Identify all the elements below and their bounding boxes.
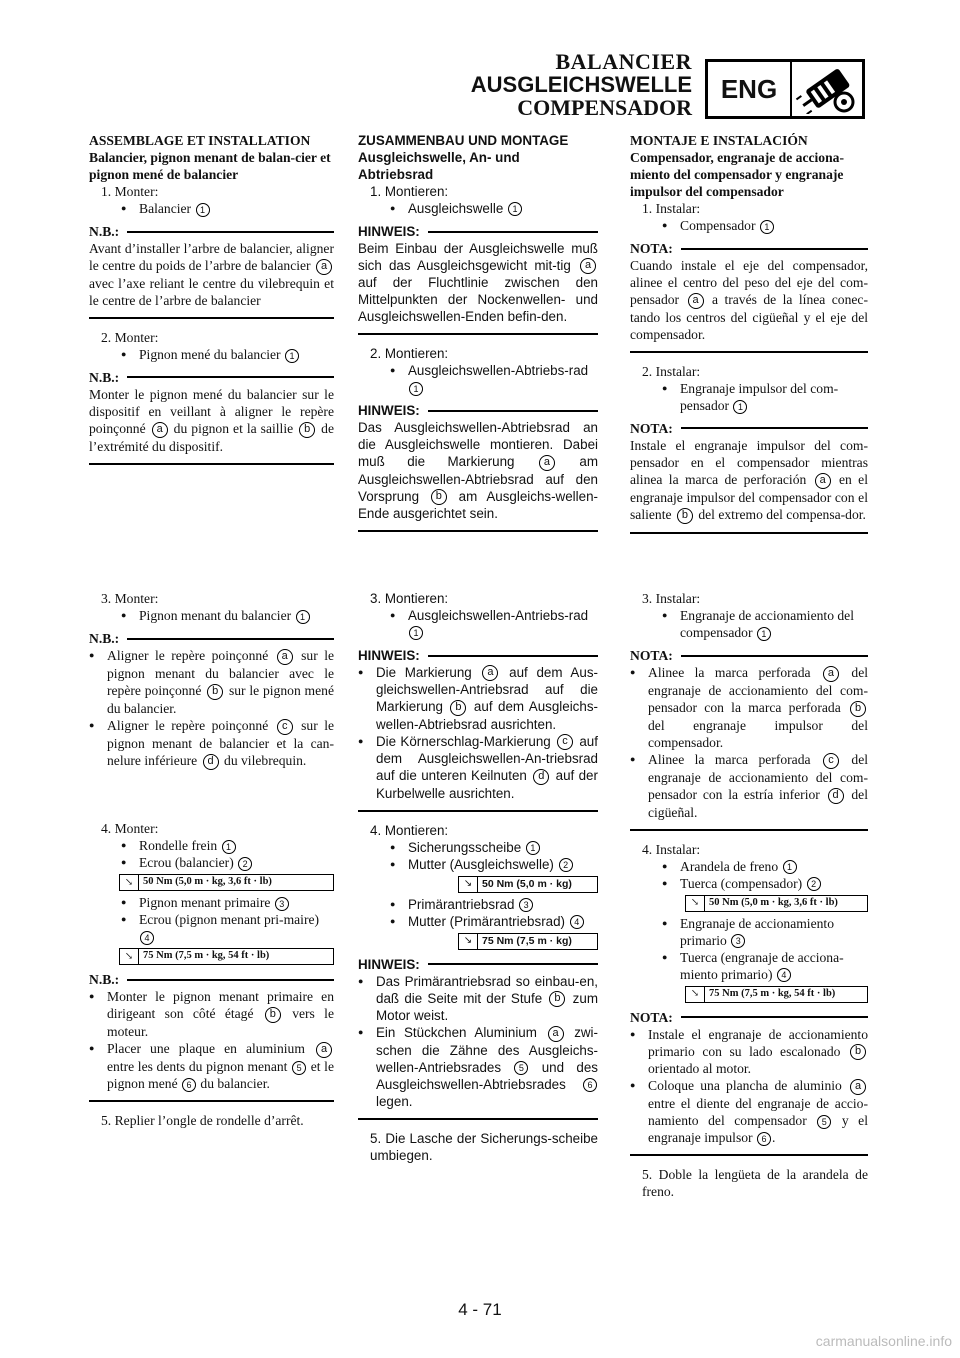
list-item: ● Primärantriebsrad 3 [390, 896, 598, 913]
list-item: ● Engranaje impulsor del com-pensador 1 [662, 380, 868, 414]
title-es: COMPENSADOR [517, 95, 692, 121]
step-3-de: 3. Montieren: [370, 591, 449, 606]
step-2-fr: 2. Monter: [101, 329, 159, 345]
step-5-fr: 5. Replier l’ongle de rondelle d’arrêt. [101, 1112, 304, 1128]
note-de-3a: ● Die Markierung a auf dem Aus-gleichswellen-Antriebsrad auf die Markierung b auf dem Ausgleichs-wellen-Abtriebsrad ausrichten. [358, 664, 598, 733]
wrench-icon: ↘ [686, 987, 705, 1002]
eng-section-badge [705, 59, 865, 119]
note-header: NOTA: [630, 240, 868, 257]
note-header: N.B.: [89, 971, 334, 988]
page-number: 4 - 71 [458, 1300, 502, 1319]
note-fr-3b: ● Aligner le repère poinçonné c sur le pignon menant de balancier et la can-nelure inférieure d du vilebrequin. [89, 717, 334, 770]
note-fr-4b: ● Placer une plaque en aluminium a entre les dents du pignon menant 5 et le pignon mené 6 du balancier. [89, 1040, 334, 1092]
note-es-1: Cuando instale el eje del compensador, alinee el centro del peso del eje del com-pensador a a través de la línea conec-tando los centros del cigüeñal y el eje del compensador. [630, 258, 868, 342]
note-header: HINWEIS: [358, 647, 598, 664]
list-item: ● Tuerca (engranaje de acciona-miento primario) 4 [662, 949, 868, 983]
section-titles [471, 50, 692, 119]
torque-spec: ↘ 75 Nm (7,5 m · kg, 54 ft · lb) [119, 948, 334, 965]
list-item: ● Engranaje de accionamiento del compensador 1 [662, 607, 868, 641]
step-1-de: 1. Montieren: [370, 184, 449, 199]
list-item: ● Ausgleichswellen-Antriebs-rad 1 [390, 607, 598, 641]
note-de-4a: ● Das Primärantriebsrad so einbau-en, daß die Seite mit der Stufe b zum Motor weist. [358, 973, 598, 1024]
column-fr-bottom [89, 590, 334, 770]
list-item: ● Rondelle frein 1 [121, 837, 334, 854]
note-fr-2: Monter le pignon mené du balancier sur le dispositif en veillant à aligner le repère poinçonné a du pignon et la saillie b de l’extrémité du dispositif. [89, 386, 335, 454]
title-fr: BALANCIER [555, 49, 692, 74]
note-header: N.B.: [89, 630, 334, 647]
note-de-4b: ● Ein Stückchen Aluminium a zwi-schen die Zähne des Ausgleichs-wellen-Antriebsrades 5 und des Ausgleichswellen-Abtriebsrades 6 legen. [358, 1024, 598, 1109]
subheading-fr: Balancier, pignon menant de balan-cier et pignon mené de balancier [89, 150, 331, 182]
note-es-3a: ● Alinee la marca perforada a del engranaje de accionamiento del com-pensador con la marca perforada b del engranaje impulsor del compensador. [630, 664, 868, 751]
note-header: N.B.: [89, 369, 334, 386]
note-de-3b: ● Die Körnerschlag-Markierung c auf dem Ausgleichswellen-An-triebsrad auf die unteren Keilnuten d auf der Kurbelwelle ausrichten. [358, 733, 598, 802]
step-4-fr: 4. Monter: [101, 821, 159, 836]
eng-label: ENG [708, 62, 792, 116]
wrench-icon: ↘ [686, 896, 705, 911]
title-de: AUSGLEICHSWELLE [470, 72, 692, 98]
step-3-es: 3. Instalar: [642, 591, 701, 606]
list-item: ● Ausgleichswelle 1 [390, 200, 598, 217]
list-item: ● Sicherungsscheibe 1 [390, 839, 598, 856]
step-3-fr: 3. Monter: [101, 591, 159, 606]
torque-spec: ↘ 50 Nm (5,0 m · kg) [458, 876, 598, 893]
torque-spec: ↘ 50 Nm (5,0 m · kg, 3,6 ft · lb) [119, 874, 334, 891]
list-item: ● Balancier 1 [121, 200, 334, 217]
heading-fr: ASSEMBLAGE ET INSTALLATION [89, 133, 311, 148]
list-item: ● Tuerca (compensador) 2 [662, 875, 868, 892]
note-fr-3a: ● Aligner le repère poinçonné a sur le pignon menant du balancier avec le repère poinçonné b sur le pignon mené du balancier. [89, 647, 334, 717]
watermark: carmanualsonline.info [815, 1333, 952, 1349]
note-de-2: Das Ausgleichswellen-Abtriebsrad an die Ausgleichswelle montieren. Dabei muß die Markierung a am Ausgleichswellen-Abtriebsrad auf den Vorsprung b am Ausgleichs-wellen-Ende ausgerichtet sein. [358, 420, 598, 522]
list-item: ● Ecrou (balancier) 2 [121, 854, 334, 871]
list-item: ● Compensador 1 [662, 217, 868, 234]
step-1-es: 1. Instalar: [642, 201, 701, 216]
note-header: HINWEIS: [358, 956, 598, 973]
step-2-es: 2. Instalar: [642, 363, 701, 379]
wrench-icon: ↘ [120, 875, 139, 890]
column-fr-step4 [89, 820, 334, 1129]
subheading-es: Compensador, engranaje de acciona-miento del compensador y engranaje impulsor del compensador [630, 150, 844, 199]
list-item: ● Mutter (Ausgleichswelle) 2 [390, 856, 598, 873]
step-5-de: 5. Die Lasche der Sicherungs-scheibe umbiegen. [370, 1130, 598, 1163]
note-de-1: Beim Einbau der Ausgleichswelle muß sich das Ausgleichsgewicht mit-tig a auf der Fluchtlinie zwischen den Mittelpunkten der Nockenwellen- und Ausgleichswellen-Enden befin-den. [358, 241, 598, 325]
subheading-de: Ausgleichswelle, An- und Abtriebsrad [358, 150, 520, 182]
list-item: ● Mutter (Primärantriebsrad) 4 [390, 913, 598, 930]
wrench-icon: ↘ [120, 949, 139, 964]
wrench-icon: ↘ [459, 934, 478, 949]
note-es-2: Instale el engranaje impulsor del com-pensador en el compensador mientras alinea la marca de perforación a en el engranaje impulsor del compensador con el saliente b del extremo del compensa-dor. [630, 437, 868, 522]
column-fr-top [89, 132, 334, 475]
note-es-3b: ● Alinee la marca perforada c del engranaje de accionamiento del com-pensador con la estría inferior d del cigüeñal. [630, 751, 868, 821]
note-fr-4a: ● Monter le pignon menant primaire en dirigeant son côté étagé b vers le moteur. [89, 988, 334, 1040]
torque-spec: ↘ 75 Nm (7,5 m · kg) [458, 933, 598, 950]
torque-spec: ↘ 50 Nm (5,0 m · kg, 3,6 ft · lb) [685, 895, 868, 912]
column-es-bottom [630, 590, 868, 1200]
note-fr-1: Avant d’installer l’arbre de balancier, aligner le centre du poids de l’arbre de balancier a avec l’axe reliant le centre du vilebrequin et le centre de l’arbre de balancier [89, 241, 334, 308]
note-es-4b: ● Coloque una plancha de aluminio a entre el diente del engranaje de accio-namiento del compensador 5 y el engranaje impulsor 6 . [630, 1077, 868, 1146]
note-header: HINWEIS: [358, 402, 598, 419]
step-2-de: 2. Montieren: [370, 346, 449, 362]
column-de-top [358, 132, 598, 542]
heading-es: MONTAJE E INSTALACIÓN [630, 133, 808, 148]
note-header: NOTA: [630, 1009, 868, 1026]
heading-de: ZUSAMMENBAU UND MONTAGE [358, 133, 569, 148]
list-item: ● Pignon menant du balancier 1 [121, 607, 334, 624]
list-item: ● Ecrou (pignon menant pri-maire) 4 [121, 911, 334, 945]
list-item: ● Pignon menant primaire 3 [121, 894, 334, 911]
list-item: ● Pignon mené du balancier 1 [121, 346, 334, 363]
step-5-es: 5. Doble la lengüeta de la arandela de freno. [642, 1167, 868, 1200]
note-header: NOTA: [630, 647, 868, 664]
column-es-top [630, 132, 868, 544]
step-4-de: 4. Montieren: [370, 822, 449, 838]
note-header: N.B.: [89, 223, 334, 240]
note-es-4a: ● Instale el engranaje de accionamiento primario con su lado escalonado b orientado al motor. [630, 1026, 868, 1078]
note-header: NOTA: [630, 420, 868, 437]
engine-piston-icon [792, 62, 862, 116]
list-item: ● Arandela de freno 1 [662, 858, 868, 875]
list-item: ● Ausgleichswellen-Abtriebs-rad 1 [390, 362, 598, 396]
list-item: ● Engranaje de accionamiento primario 3 [662, 915, 868, 949]
step-1-fr: 1. Monter: [101, 184, 159, 199]
torque-spec: ↘ 75 Nm (7,5 m · kg, 54 ft · lb) [685, 986, 868, 1003]
column-de-bottom [358, 590, 598, 1164]
step-4-es: 4. Instalar: [642, 841, 701, 857]
wrench-icon: ↘ [459, 877, 478, 892]
note-header: HINWEIS: [358, 223, 598, 240]
